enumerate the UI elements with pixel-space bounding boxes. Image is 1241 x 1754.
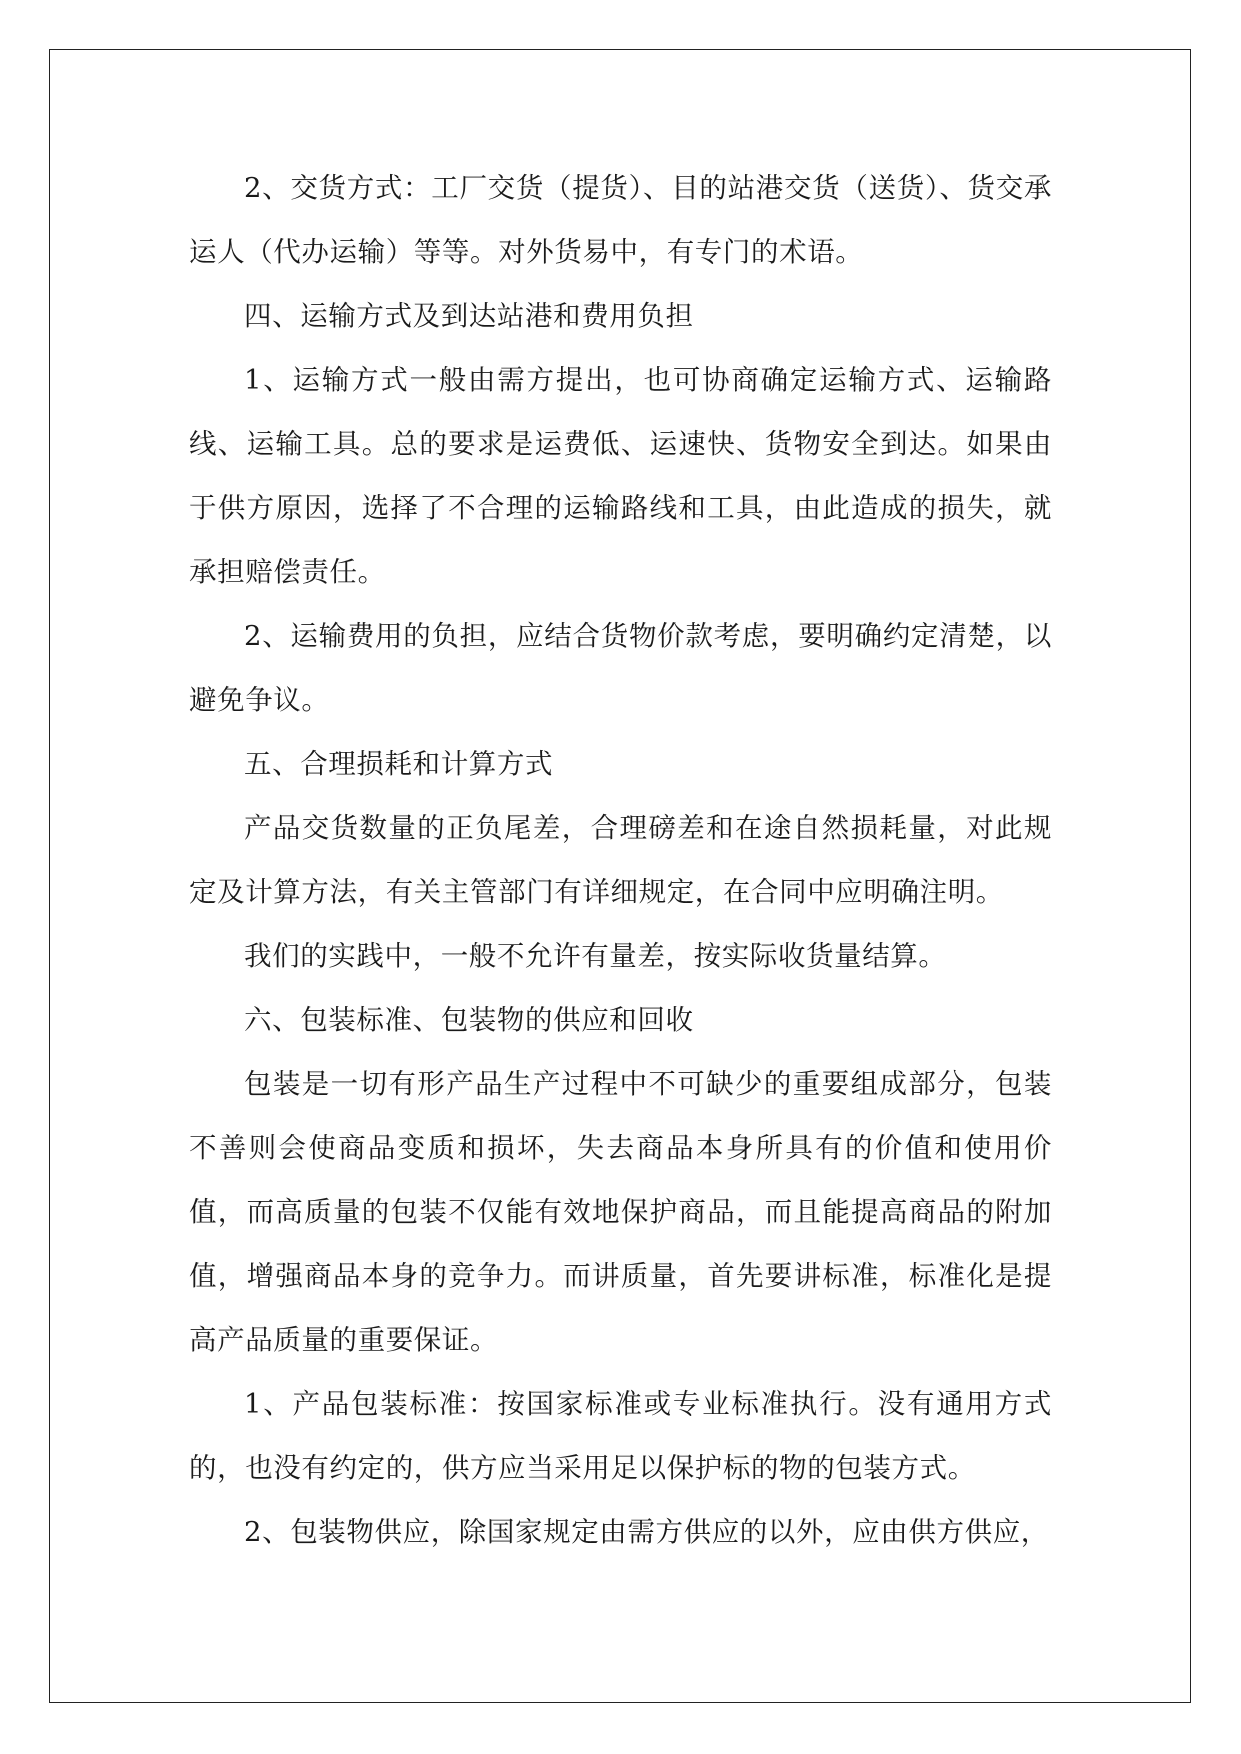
paragraph-transport-cost: 2、运输费用的负担，应结合货物价款考虑，要明确约定清楚，以避免争议。 — [189, 620, 1052, 716]
paragraph-quantity-tolerance: 产品交货数量的正负尾差，合理磅差和在途自然损耗量，对此规定及计算方法，有关主管部门有详细规定，在合同中应明确注明。 — [189, 812, 1052, 908]
heading-section-5-loss: 五、合理损耗和计算方式 — [244, 748, 554, 780]
paragraph-delivery-method: 2、交货方式：工厂交货（提货）、目的站港交货（送货）、货交承运人（代办运输）等等。对外货易中，有专门的术语。 — [189, 172, 1052, 268]
paragraph-packaging-standard: 1、产品包装标准：按国家标准或专业标准执行。没有通用方式的，也没有约定的，供方应当采用足以保护标的物的包装方式。 — [189, 1388, 1052, 1484]
heading-section-4-transport: 四、运输方式及到达站港和费用负担 — [244, 300, 694, 332]
document-body — [189, 156, 1052, 1564]
paragraph-packaging-supply: 2、包装物供应，除国家规定由需方供应的以外，应由供方供应， — [244, 1516, 1049, 1548]
heading-section-6-packaging: 六、包装标准、包装物的供应和回收 — [244, 1004, 694, 1036]
paragraph-packaging-importance: 包装是一切有形产品生产过程中不可缺少的重要组成部分，包装不善则会使商品变质和损坏，失去商品本身所具有的价值和使用价值，而高质量的包装不仅能有效地保护商品，而且能提高商品的附加值，增强商品本身的竞争力。而讲质量，首先要讲标准，标准化是提高产品质量的重要保证。 — [189, 1068, 1052, 1356]
paragraph-practice-note: 我们的实践中，一般不允许有量差，按实际收货量结算。 — [244, 940, 947, 972]
paragraph-transport-method: 1、运输方式一般由需方提出，也可协商确定运输方式、运输路线、运输工具。总的要求是运费低、运速快、货物安全到达。如果由于供方原因，选择了不合理的运输路线和工具，由此造成的损失，就承担赔偿责任。 — [189, 364, 1052, 588]
